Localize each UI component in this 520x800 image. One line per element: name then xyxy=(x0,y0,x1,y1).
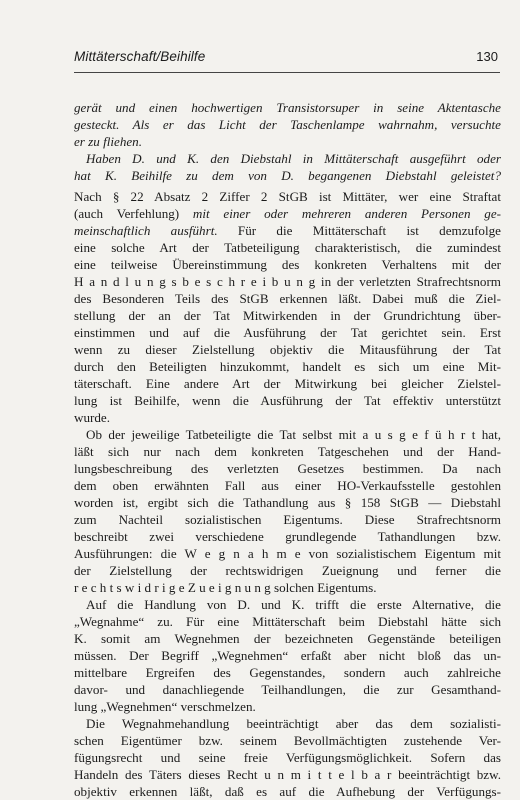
case-description xyxy=(74,99,501,184)
text-line: Handeln des Täters dieses Recht u n m i t t e l b a r beeinträchtigt bzw. xyxy=(74,767,501,782)
text-line: Ausführungen: die W e g n a h m e von sozialistischem Eigentum mit xyxy=(74,546,501,561)
text-line: Nach § 22 Absatz 2 Ziffer 2 StGB ist Mittäter, wer eine Straftat xyxy=(74,189,501,204)
text-line: durch den Beteiligten hinzukommt, handelt es sich um eine Mit- xyxy=(74,359,501,374)
text-line: schen Eigentümer bzw. seinem Bevollmächtigten zustehende Ver- xyxy=(74,733,501,748)
text-line: worden ist, ergibt sich die Tathandlung aus § 158 StGB — Diebstahl xyxy=(74,495,501,510)
text-line: beschreibt zwei verschiedene grundlegende Tathandlungen bzw. xyxy=(74,529,501,544)
text-line: einstimmen und auf die Ausführung der Tat gerichtet sein. Erst xyxy=(74,325,501,340)
text-line: wenn zu dieser Zielstellung objektiv die Mitausführung der Tat xyxy=(74,342,501,357)
text-line xyxy=(74,222,501,239)
text-line: H a n d l u n g s b e s c h r e i b u n g in der verletzten Strafrechtsnorm xyxy=(74,274,501,289)
header-rule xyxy=(74,72,500,73)
running-header xyxy=(74,49,500,69)
text-line: er zu fliehen. xyxy=(74,134,143,149)
text-line: Haben D. und K. den Diebstahl in Mittäterschaft ausgeführt oder xyxy=(86,151,501,166)
text-line: lung „Wegnehmen“ verschmelzen. xyxy=(74,699,256,714)
text-line: K. somit am Wegnehmen der bezeichneten Gegenstände beteiligen xyxy=(74,631,501,646)
text-line: läßt sich nur nach dem konkreten Tatgeschehen und der Hand- xyxy=(74,444,501,459)
text-run: Für die Mittäterschaft ist demzufolge xyxy=(237,223,501,238)
text-line xyxy=(74,205,501,222)
text-line: davor- und danachliegende Teilhandlungen, die zur Gesamthand- xyxy=(74,682,501,697)
text-run: (auch Verfehlung) xyxy=(74,206,193,221)
text-line: Auf die Handlung von D. und K. trifft die erste Alternative, die xyxy=(86,597,501,612)
text-line: hat K. Beihilfe zu dem von D. begangenen Diebstahl geleistet? xyxy=(74,168,501,183)
text-line: müssen. Der Begriff „Wegnehmen“ erfaßt aber nicht bloß das un- xyxy=(74,648,501,663)
body-text xyxy=(74,188,501,800)
text-line: wurde. xyxy=(74,410,110,425)
text-line: eine teilweise Übereinstimmung des konkreten Verhaltens mit der xyxy=(74,257,501,272)
text-line: mittelbare Ergreifen des Gegenstandes, sondern auch zahlreiche xyxy=(74,665,501,680)
text-run-italic: mit einer oder mehreren anderen Personen ge- xyxy=(192,206,501,221)
text-line: Ob der jeweilige Tatbeteiligte die Tat selbst mit a u s g e f ü h r t hat, xyxy=(86,427,501,442)
text-line: stellung der an der Tat Mitwirkenden in der Grundrichtung über- xyxy=(74,308,501,323)
text-line: des Besonderen Teils des StGB erkennen läßt. Dabei muß die Ziel- xyxy=(74,291,501,306)
text-line: gerät und einen hochwertigen Transistorsuper in seine Aktentasche xyxy=(74,100,501,115)
text-line: zum Nachteil sozialistischen Eigentums. Diese Strafrechtsnorm xyxy=(74,512,501,527)
text-line: lung ist Beihilfe, wenn die Ausführung der Tat effektiv unterstützt xyxy=(74,393,501,408)
text-line: fügungsrecht und seine freie Verfügungsmöglichkeit. Sofern das xyxy=(74,750,501,765)
text-run-italic: meinschaftlich ausführt. xyxy=(74,223,218,238)
page-number: 130 xyxy=(476,49,498,64)
text-line: „Wegnahme“ zu. Für eine Mittäterschaft beim Diebstahl hätte sich xyxy=(74,614,501,629)
text-line: Die Wegnahmehandlung beeinträchtigt aber das dem sozialisti- xyxy=(86,716,501,731)
text-line: lungsbeschreibung des verletzten Gesetzes bestimmen. Da nach xyxy=(74,461,501,476)
text-line: der Zielstellung der rechtswidrigen Zueignung und ferner die xyxy=(74,563,501,578)
text-line: dem oben erwähnten Fall aus einer HO-Verkaufsstelle gestohlen xyxy=(74,478,501,493)
chapter-title: Mittäterschaft/Beihilfe xyxy=(74,49,206,64)
text-line: objektiv erkennen läßt, daß es auf die Aufhebung der Verfügungs- xyxy=(74,784,501,799)
text-line: r e c h t s w i d r i g e Z u e i g n u n g solchen Eigentums. xyxy=(74,580,377,595)
text-line: täterschaft. Eine andere Art der Mitwirkung bei gleicher Zielstel- xyxy=(74,376,501,391)
text-line: gesteckt. Als er das Licht der Taschenlampe wahrnahm, versuchte xyxy=(74,117,501,132)
text-line: eine solche Art der Tatbeteiligung charakteristisch, die zumindest xyxy=(74,240,501,255)
